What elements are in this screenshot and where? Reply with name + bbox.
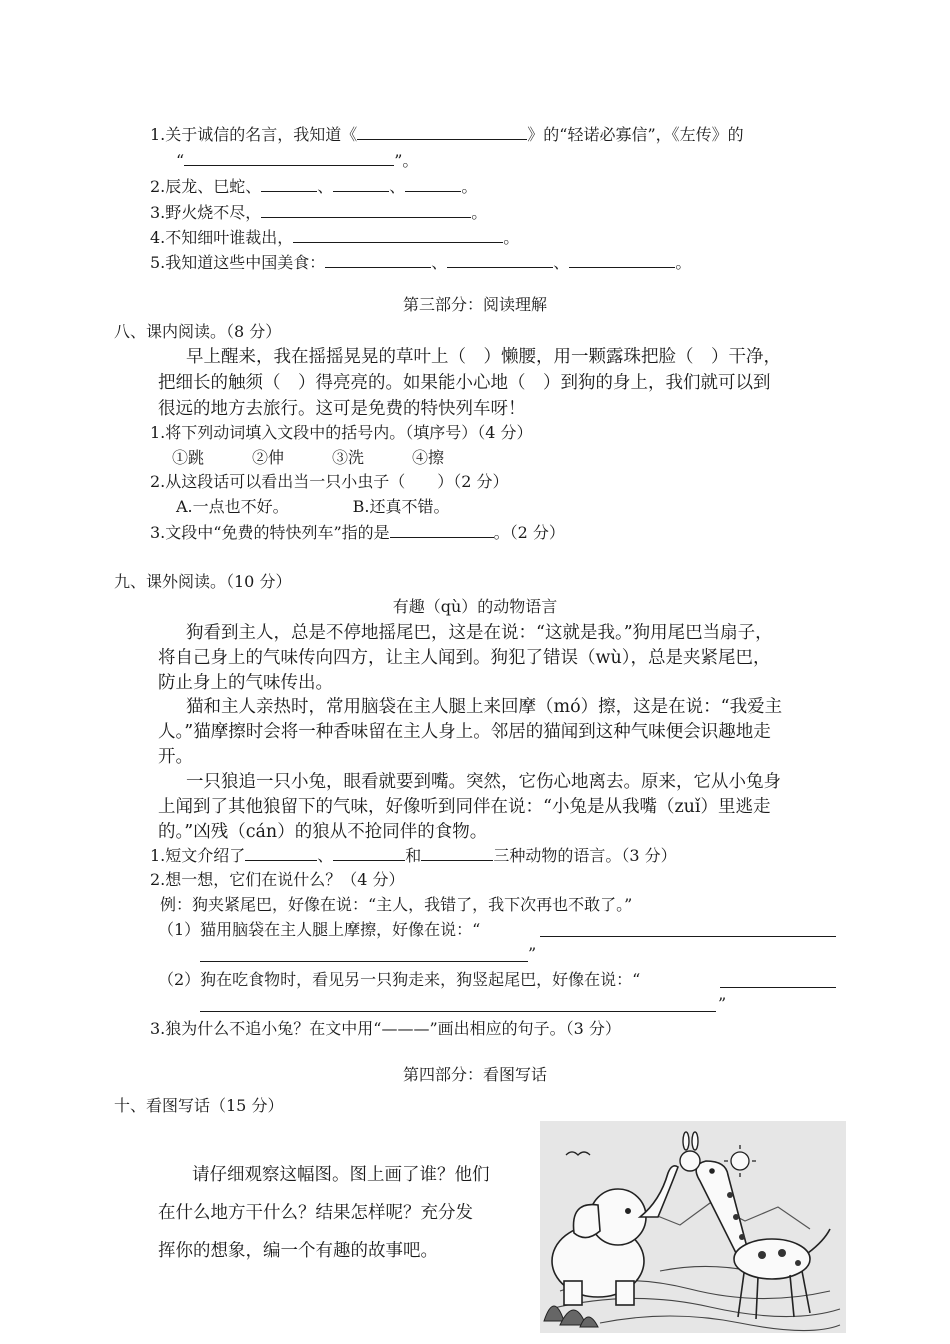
s9-p3-line1: 一只狼追一只小兔，眼看就要到嘴。突然，它伤心地离去。原来，它从小兔身 xyxy=(186,772,781,792)
s9-q2-1-close-quote: ” xyxy=(528,944,537,963)
s9-q3: 3.狼为什么不追小兔？在文中用“———”画出相应的句子。（3 分） xyxy=(150,1019,621,1038)
fill-q5-prefix: 5.我知道这些中国美食： xyxy=(150,253,326,272)
fill-q3-end: 。 xyxy=(471,203,488,222)
fill-q5-blank-1[interactable] xyxy=(325,250,431,268)
fill-q5-end: 。 xyxy=(675,253,692,272)
fill-q2-sep-1: 、 xyxy=(317,177,334,196)
s9-q2-2-blank-b[interactable] xyxy=(200,1011,716,1012)
part3-title: 第三部分：阅读理解 xyxy=(402,295,547,314)
s8-q2-choice-a: A.一点也不好。 xyxy=(176,497,289,516)
fill-q2-blank-1[interactable] xyxy=(261,174,317,192)
fill-q2 xyxy=(150,174,477,199)
fill-q1-prefix: 1.关于诚信的名言，我知道《 xyxy=(150,125,358,144)
s9-example: 例：狗夹紧尾巴，好像在说：“主人，我错了，我下次再也不敢了。” xyxy=(160,895,633,914)
fill-q1-blank-quote[interactable] xyxy=(184,148,394,166)
s10-prompt-line3: 挥你的想象，编一个有趣的故事吧。 xyxy=(158,1241,438,1261)
s9-p1-line3: 防止身上的气味传出。 xyxy=(158,673,333,693)
s8-para-line2: 把细长的触须（ ）得亮亮的。如果能小心地（ ）到狗的身上，我们就可以到 xyxy=(158,373,771,393)
s8-heading: 八、课内阅读。（8 分） xyxy=(114,322,282,341)
fill-q1-line1 xyxy=(150,122,744,147)
s8-q2: 2.从这段话可以看出当一只小虫子（ ）（2 分） xyxy=(150,472,509,491)
s8-option-1: ①跳 xyxy=(172,448,205,467)
s9-p3-line3: 的。”凶残（cán）的狼从不抢同伴的食物。 xyxy=(158,822,488,842)
story-picture xyxy=(540,1121,846,1333)
s9-q1-and: 和 xyxy=(405,846,422,865)
part4-title: 第四部分：看图写话 xyxy=(402,1065,547,1084)
s9-p1-line1: 狗看到主人，总是不停地摇尾巴，这是在说：“这就是我。”狗用尾巴当扇子， xyxy=(186,623,773,643)
fill-q2-end: 。 xyxy=(461,177,478,196)
s9-q2-1-blank-a[interactable] xyxy=(540,936,836,937)
fill-q1-blank-book[interactable] xyxy=(357,122,527,140)
fill-q1-open-quote: “ xyxy=(176,151,185,170)
s9-article-title: 有趣（qù）的动物语言 xyxy=(392,597,558,616)
s8-options xyxy=(172,446,444,470)
s8-q2-choice-b: B.还真不错。 xyxy=(352,497,450,516)
fill-q5-sep-1: 、 xyxy=(431,253,448,272)
fill-q2-sep-2: 、 xyxy=(389,177,406,196)
fill-q5-blank-2[interactable] xyxy=(447,250,553,268)
s8-para-line3: 很远的地方去旅行。这可是免费的特快列车呀！ xyxy=(158,399,526,419)
s9-q1-end: 三种动物的语言。（3 分） xyxy=(493,846,677,865)
s9-q1-sep: 、 xyxy=(317,846,334,865)
fill-q1-line2 xyxy=(176,148,418,173)
s9-p2-line3: 开。 xyxy=(158,747,193,767)
s9-q1-blank-1[interactable] xyxy=(245,843,317,861)
fill-q2-blank-2[interactable] xyxy=(333,174,389,192)
s9-q1 xyxy=(150,843,677,868)
fill-q1-mid: 》的“轻诺必寡信”，《左传》的 xyxy=(527,125,744,144)
s9-p2-line2: 人。”猫摩擦时会将一种香味留在主人身上。邻居的猫闻到这种气味便会识趣地走 xyxy=(158,722,771,742)
fill-q3-blank[interactable] xyxy=(261,200,471,218)
s10-heading: 十、看图写话（15 分） xyxy=(114,1096,284,1115)
s8-q3-end: 。（2 分） xyxy=(493,523,565,542)
s9-q1-blank-2[interactable] xyxy=(333,843,405,861)
fill-q2-prefix: 2.辰龙、巳蛇、 xyxy=(150,177,262,196)
s8-option-3: ③洗 xyxy=(332,448,365,467)
s9-p2-line1: 猫和主人亲热时，常用脑袋在主人腿上来回摩（mó）擦，这是在说：“我爱主 xyxy=(186,697,783,717)
fill-q1-end: ”。 xyxy=(394,151,419,170)
s9-q1-prefix: 1.短文介绍了 xyxy=(150,846,246,865)
s9-q2-2: （2）狗在吃食物时，看见另一只狗走来，狗竖起尾巴，好像在说：“ xyxy=(158,970,641,989)
s8-q1: 1.将下列动词填入文段中的括号内。（填序号）（4 分） xyxy=(150,423,533,442)
fill-q5 xyxy=(150,250,691,275)
s8-para-line1: 早上醒来，我在摇摇晃晃的草叶上（ ）懒腰，用一颗露珠把脸（ ）干净， xyxy=(186,347,781,367)
s8-q3-blank[interactable] xyxy=(390,520,494,538)
fill-q4-prefix: 4.不知细叶谁裁出， xyxy=(150,228,294,247)
s9-q2-1: （1）猫用脑袋在主人腿上摩擦，好像在说：“ xyxy=(158,920,481,939)
s9-q2-2-close-quote: ” xyxy=(718,994,727,1013)
fill-q2-blank-3[interactable] xyxy=(405,174,461,192)
s9-p1-line2: 将自己身上的气味传向四方，让主人闻到。狗犯了错误（wù），总是夹紧尾巴， xyxy=(158,648,771,668)
s8-option-2: ②伸 xyxy=(252,448,285,467)
s10-prompt-line1: 请仔细观察这幅图。图上画了谁？他们 xyxy=(192,1165,490,1185)
s9-q2: 2.想一想，它们在说什么？（4 分） xyxy=(150,870,405,889)
fill-q4 xyxy=(150,225,519,250)
s9-heading: 九、课外阅读。（10 分） xyxy=(114,572,292,591)
s8-q3-prefix: 3.文段中“免费的特快列车”指的是 xyxy=(150,523,390,542)
fill-q3-prefix: 3.野火烧不尽， xyxy=(150,203,262,222)
s9-p3-line2: 上闻到了其他狼留下的气味，好像听到同伴在说：“小兔是从我嘴（zuǐ）里逃走 xyxy=(158,797,771,817)
s10-prompt-line2: 在什么地方干什么？结果怎样呢？充分发 xyxy=(158,1203,473,1223)
fill-q3 xyxy=(150,200,487,225)
s8-q2-choices xyxy=(176,495,450,519)
s8-q3 xyxy=(150,520,565,545)
s9-q1-blank-3[interactable] xyxy=(421,843,493,861)
fill-q4-blank[interactable] xyxy=(293,225,503,243)
s9-q2-2-blank-a[interactable] xyxy=(720,987,836,988)
s9-q2-1-blank-b[interactable] xyxy=(200,961,528,962)
fill-q5-blank-3[interactable] xyxy=(569,250,675,268)
fill-q4-end: 。 xyxy=(503,228,520,247)
s8-option-4: ④擦 xyxy=(412,448,445,467)
fill-q5-sep-2: 、 xyxy=(553,253,570,272)
